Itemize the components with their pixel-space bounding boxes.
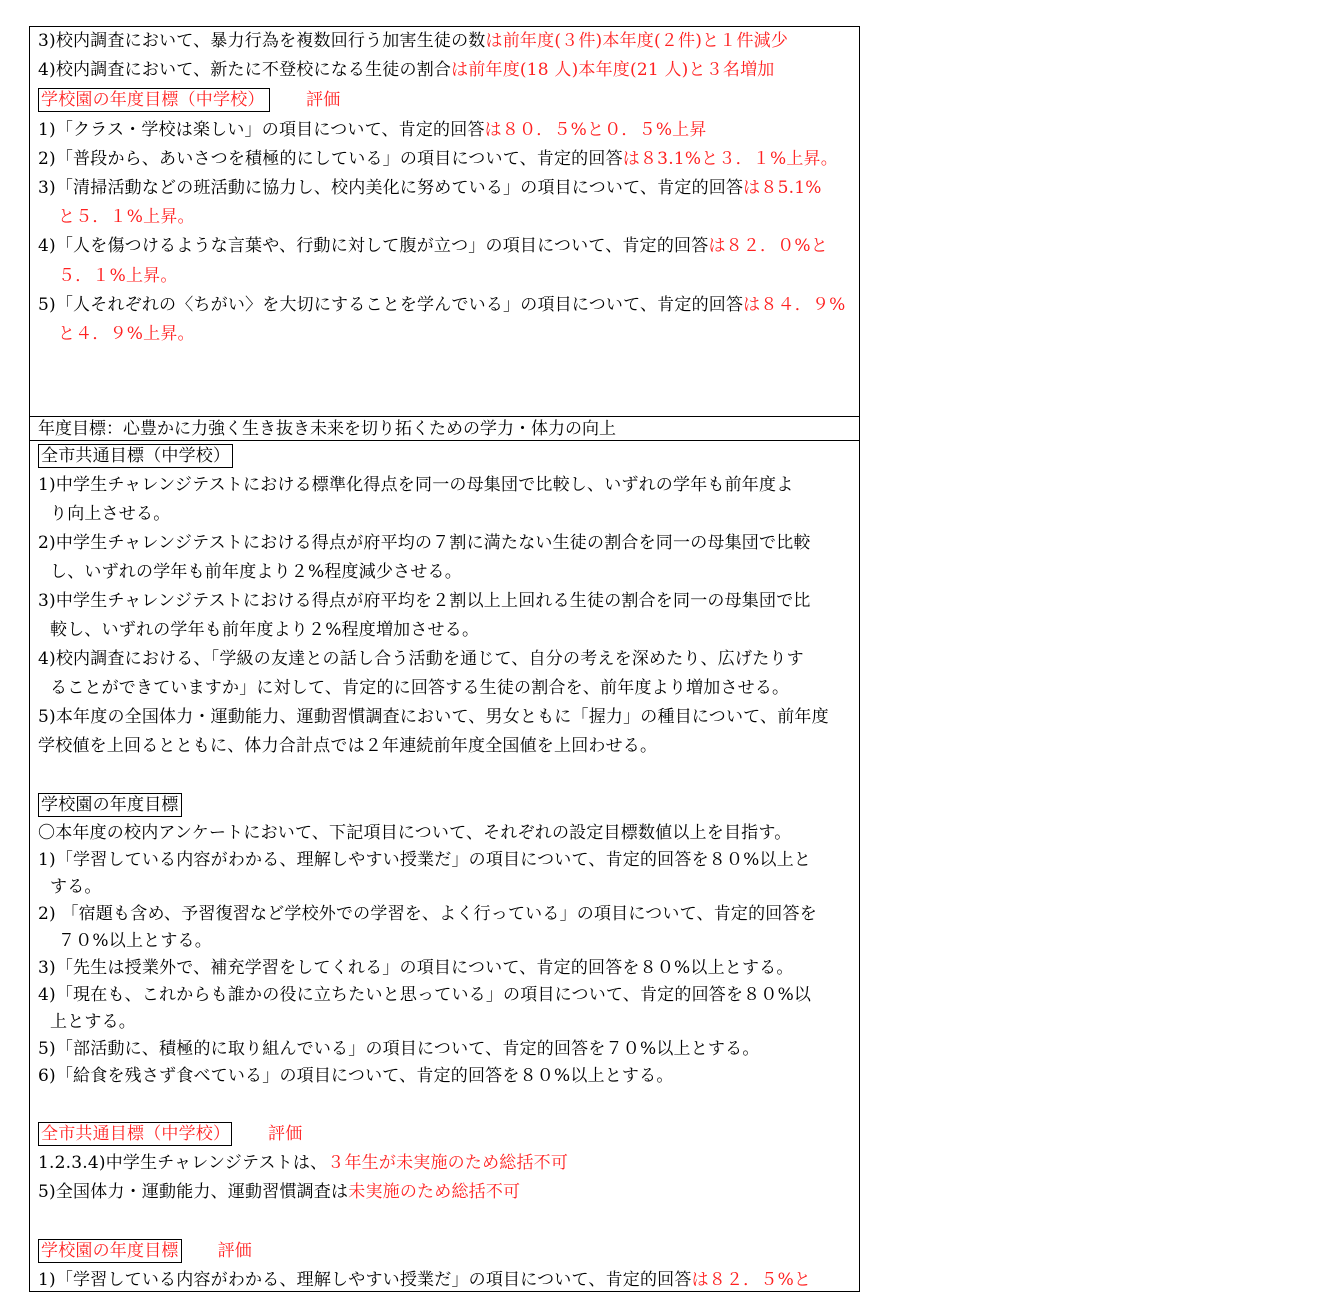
list-item: 2)中学生チャレンジテストにおける得点が府平均の７割に満たない生徒の割合を同一の母集団で比較	[38, 533, 811, 553]
list-item-cont: ７０%以上とする。	[58, 931, 212, 951]
list-item-cont: 上とする。	[50, 1012, 136, 1032]
list-item-cont: と４．９%上昇。	[58, 324, 195, 345]
eval-label: 評価	[268, 1124, 303, 1144]
list-item: 4)「現在も、これからも誰かの役に立ちたいと思っている」の項目について、肯定的回答を８０%以	[38, 985, 812, 1005]
eval-line: 5)全国体力・運動能力、運動習慣調査は未実施のため総括不可	[38, 1182, 521, 1202]
list-item: 3)中学生チャレンジテストにおける得点が府平均を２割以上上回れる生徒の割合を同一の母集団で比	[38, 591, 811, 611]
list-item-cont: り向上させる。	[50, 504, 171, 524]
list-item-cont: と５．１%上昇。	[58, 207, 195, 228]
list-item-cont: する。	[50, 877, 102, 897]
list-item-cont: 較し、いずれの学年も前年度より２%程度増加させる。	[50, 620, 480, 640]
list-item: 1)「学習している内容がわかる、理解しやすい授業だ」の項目について、肯定的回答を８０%以上と	[38, 850, 812, 870]
list-item: 5)「部活動に、積極的に取り組んでいる」の項目について、肯定的回答を７０%以上とする。	[38, 1039, 760, 1059]
city-goal-heading: 全市共通目標（中学校）	[38, 444, 233, 468]
evaluation-cell-top	[30, 27, 859, 417]
eval-label: 評価	[306, 90, 341, 111]
list-item-cont: ５．１%上昇。	[58, 265, 178, 286]
list-item: 6)「給食を残さず食べている」の項目について、肯定的回答を８０%以上とする。	[38, 1066, 674, 1086]
goals-cell	[30, 441, 859, 1291]
eval-heading	[38, 1119, 859, 1149]
document-table	[29, 26, 860, 1292]
heading-box: 学校園の年度目標（中学校）	[38, 88, 270, 112]
list-item: 5)本年度の全国体力・運動能力、運動習慣調査において、男女ともに「握力」の種目について、前年度	[38, 707, 829, 727]
section-heading	[38, 85, 859, 115]
eval-city-heading: 全市共通目標（中学校）	[38, 1122, 232, 1146]
list-item: 3)「先生は授業外で、補充学習をしてくれる」の項目について、肯定的回答を８０%以上とする。	[38, 958, 794, 978]
text-line: 3)校内調査において、暴力行為を複数回行う加害生徒の数は前年度(３件)本年度(２件)と１件減少	[38, 31, 789, 51]
eval-label: 評価	[217, 1241, 253, 1261]
list-item: 2)「普段から、あいさつを積極的にしている」の項目について、肯定的回答は８3.1%と３．１%上昇。	[38, 148, 838, 169]
list-item: 3)「清掃活動などの班活動に協力し、校内美化に努めている」の項目について、肯定的回答は８5.1%	[38, 178, 822, 199]
school-goal-heading: 学校園の年度目標	[38, 793, 182, 817]
annual-goal-title: 年度目標：心豊かに力強く生き抜き未来を切り拓くための学力・体力の向上	[38, 419, 616, 439]
text-line: 4)校内調査において、新たに不登校になる生徒の割合は前年度(18 人)本年度(21 人)と３名増加	[38, 60, 775, 81]
list-item: 5)「人それぞれの〈ちがい〉を大切にすることを学んでいる」の項目について、肯定的回答は８４．９%	[38, 294, 846, 315]
eval-school-heading: 学校園の年度目標	[38, 1239, 182, 1263]
list-item: 2) 「宿題も含め、予習復習など学校外での学習を、よく行っている」の項目について、肯定的回答を	[38, 904, 817, 924]
school-goal-intro: 〇本年度の校内アンケートにおいて、下記項目について、それぞれの設定目標数値以上を目指す。	[38, 823, 792, 843]
eval-line: 1)「学習している内容がわかる、理解しやすい授業だ」の項目について、肯定的回答は８２．５%と	[38, 1270, 812, 1290]
eval-line: 1.2.3.4)中学生チャレンジテストは、３年生が未実施のため総括不可	[38, 1153, 569, 1173]
list-item: 4)「人を傷つけるような言葉や、行動に対して腹が立つ」の項目について、肯定的回答は８２．０%と	[38, 236, 828, 257]
list-item-cont: ることができていますか」に対して、肯定的に回答する生徒の割合を、前年度より増加させる。	[50, 678, 790, 698]
annual-goal-row	[30, 417, 859, 441]
eval-heading	[38, 1236, 859, 1266]
list-item: 1)「クラス・学校は楽しい」の項目について、肯定的回答は８０．５%と０．５%上昇	[38, 119, 707, 140]
list-item-cont: し、いずれの学年も前年度より２%程度減少させる。	[50, 562, 462, 582]
list-item-cont: 学校値を上回るとともに、体力合計点では２年連続前年度全国値を上回わせる。	[38, 736, 658, 756]
list-item: 4)校内調査における、「学級の友達との話し合う活動を通じて、自分の考えを深めたり、広げたりす	[38, 649, 804, 669]
list-item: 1)中学生チャレンジテストにおける標準化得点を同一の母集団で比較し、いずれの学年も前年度よ	[38, 475, 794, 495]
